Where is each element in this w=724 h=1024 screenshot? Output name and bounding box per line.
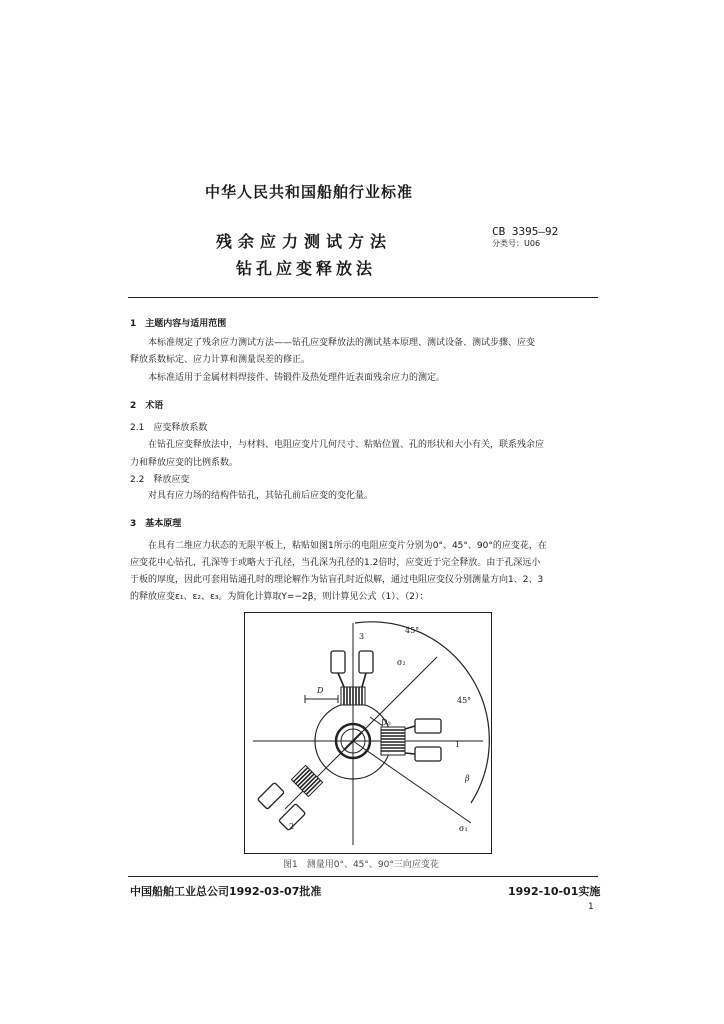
strain-rosette-diagram	[245, 613, 491, 853]
strain-gauge-2	[258, 758, 330, 830]
label-angle-45-right: 45°	[457, 696, 472, 705]
implementation-date: 1992-10-01实施	[508, 885, 601, 898]
section-3-paragraph-line: 应变花中心钻孔，孔深等于或略大于孔径，当孔深为孔径的1.2倍时，应变近于完全释放。由于孔深远小	[130, 558, 541, 568]
gauge-2-axis-line	[285, 741, 353, 809]
standard-code: CB 3395—92	[492, 225, 559, 238]
document-subtitle: 钻孔应变释放法	[236, 259, 377, 278]
term-2-1-heading: 2.1 应变释放系数	[130, 423, 208, 433]
section-1-paragraph-line: 释放系数标定、应力计算和测量误差的修正。	[130, 355, 311, 365]
label-angle-45-top: 45°	[405, 626, 420, 635]
section-3-paragraph-line: 在具有二维应力状态的无限平板上，粘贴如图1所示的电阻应变片分别为0°、45°、90°的应变花，在	[148, 541, 547, 551]
section-3-paragraph-line: 的释放应变ε₁、ε₂、ε₃。为简化计算取Y=−2β，则计算见公式（1）、（2）：	[130, 592, 429, 602]
label-sigma2: σ₂	[397, 658, 406, 667]
term-2-2-heading: 2.2 释放应变	[130, 475, 190, 485]
section-1-paragraph-line: 本标准规定了残余应力测试方法——钻孔应变释放法的测试基本原理、测试设备、测试步骤、应变	[148, 338, 536, 348]
footer-rule	[128, 876, 598, 877]
document-title: 残余应力测试方法	[216, 232, 393, 251]
label-gauge-3: 3	[359, 632, 365, 641]
section-1-paragraph-line: 本标准适用于金属材料焊接件、铸锻件及热处理件近表面残余应力的测定。	[148, 373, 446, 383]
header-rule	[128, 297, 598, 298]
term-2-1-definition-line: 在钻孔应变释放法中，与材料、电阻应变片几何尺寸、粘贴位置、孔的形状和大小有关，联系残余应	[148, 440, 545, 450]
term-2-2-definition: 对具有应力场的结构件钻孔，其钻孔前后应变的变化量。	[148, 491, 374, 501]
approval-statement: 中国船舶工业总公司1992-03-07批准	[130, 885, 322, 898]
label-beta: β	[465, 774, 470, 783]
label-sigma1: σ₁	[459, 824, 468, 833]
label-gauge-1: 1	[455, 740, 461, 749]
strain-gauge-3	[331, 651, 373, 705]
term-2-1-definition-line: 力和释放应变的比例系数。	[130, 458, 239, 468]
label-dimension-d: D	[317, 686, 324, 695]
section-3-paragraph-line: 于板的厚度，因此可套用钻通孔时的理论解作为钻盲孔时近似解，通过电阻应变仪分别测量方向1、2、3	[130, 575, 544, 585]
label-gauge-2: 2	[289, 822, 295, 831]
label-dimension-d0: D₀	[381, 718, 391, 727]
classification-number: 分类号：U06	[492, 239, 541, 248]
section-2-heading: 2 术语	[130, 401, 164, 411]
section-1-heading: 1 主题内容与适用范围	[130, 319, 227, 329]
industry-standard-title: 中华人民共和国船舶行业标准	[205, 183, 414, 201]
page-number: 1	[588, 902, 594, 912]
figure-1-caption: 图1 测量用0°、45°、90°三向应变花	[283, 860, 439, 870]
section-3-heading: 3 基本原理	[130, 519, 182, 529]
figure-1-strain-rosette	[244, 612, 492, 854]
